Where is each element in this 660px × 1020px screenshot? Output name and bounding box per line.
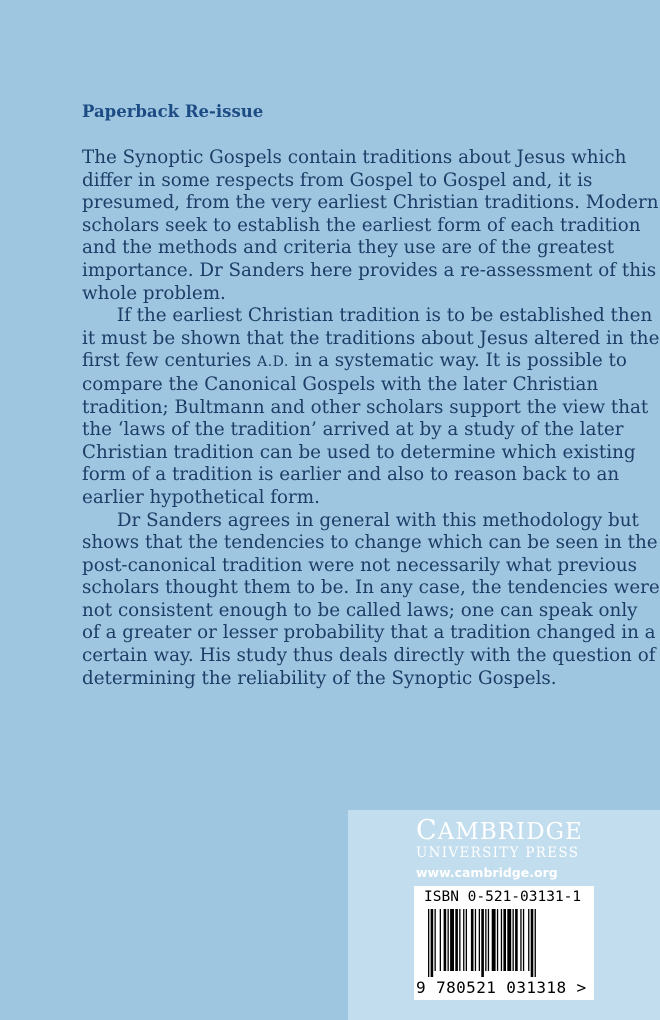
blurb-line: determining the reliability of the Synoptic Gospels.	[82, 667, 557, 689]
publisher-panel	[348, 810, 660, 1020]
barcode-bar	[435, 909, 436, 971]
barcode-bar	[485, 909, 486, 971]
barcode-bar	[448, 909, 449, 971]
publisher-logo	[416, 815, 583, 846]
blurb-line: Dr Sanders agrees in general with this methodology but	[82, 509, 639, 531]
blurb-fragment: Bultmann and other scholars support the view that	[174, 396, 649, 418]
barcode-bar	[513, 909, 514, 971]
blurb-line: scholars seek to establish the earliest form of each tradition	[82, 214, 641, 236]
barcode-bar	[497, 909, 498, 971]
blurb-line: shows that the tendencies to change which can be seen in the	[82, 532, 658, 554]
barcode-bar	[531, 909, 534, 977]
barcode-bar	[479, 909, 480, 971]
blurb-fragment: first few centuries	[82, 350, 252, 372]
blurb-line: importance. Dr Sanders here provides a re-assessment of this	[82, 259, 657, 281]
blurb-line: not consistent enough to be called laws; one can speak only	[82, 599, 638, 621]
blurb-line	[82, 396, 649, 420]
logo-initial: C	[416, 815, 438, 846]
barcode-bar	[431, 909, 434, 977]
blurb-line: it must be shown that the traditions about Jesus altered in the	[82, 327, 660, 349]
blurb-fragment: in a systematic way. It is possible to	[288, 350, 627, 372]
blurb-fragment: tradition;	[82, 396, 175, 418]
blurb-line: earlier hypothetical form.	[82, 486, 320, 508]
barcode-bar	[450, 909, 454, 971]
barcode-bar	[503, 909, 506, 971]
barcode-bar	[459, 909, 460, 971]
blurb-line: scholars thought them to be. In any case, the tendencies were	[82, 577, 660, 599]
blurb-line: Christian tradition can be used to determine which existing	[82, 441, 636, 463]
barcode-bar	[444, 909, 447, 971]
blurb-line: the ‘laws of the tradition’ arrived at by a study of the later	[82, 419, 624, 441]
logo-rest: AMBRIDGE	[437, 819, 583, 845]
blurb-line: The Synoptic Gospels contain traditions about Jesus which	[82, 147, 627, 168]
blurb-text	[82, 147, 660, 690]
blurb-line: whole problem.	[82, 282, 226, 304]
barcode-label	[414, 886, 594, 1000]
blurb-line: post-canonical tradition were not necessarily what previous	[82, 554, 637, 576]
barcode-number: 9 780521 031318 >	[416, 978, 587, 997]
barcode-bar	[492, 909, 496, 971]
era-abbreviation: A.D.	[257, 354, 289, 371]
blurb-line	[82, 350, 627, 374]
barcode-bar	[440, 909, 441, 971]
barcode-icon	[428, 909, 580, 977]
barcode-bar	[515, 909, 518, 971]
blurb-line: and the methods and criteria they use are of the greatest	[82, 237, 615, 259]
blurb-line: differ in some respects from Gospel to Gospel and, it is	[82, 169, 593, 191]
barcode-bar	[488, 909, 489, 971]
barcode-bar	[428, 909, 429, 977]
blurb-line: of a greater or lesser probability that a tradition changed in a	[82, 622, 656, 644]
barcode-bar	[501, 909, 502, 971]
barcode-bar	[535, 909, 536, 977]
barcode-bar	[507, 909, 511, 971]
barcode-bar	[523, 909, 524, 971]
barcode-bar	[471, 909, 474, 971]
barcode-bar	[466, 909, 467, 971]
blurb-line: compare the Canonical Gospels with the later Christian	[82, 373, 599, 395]
section-heading: Paperback Re-issue	[82, 102, 264, 121]
barcode-bar	[475, 909, 476, 971]
barcode-bar	[455, 909, 458, 971]
barcode-bar	[481, 909, 484, 977]
blurb-line: If the earliest Christian tradition is to be established then	[82, 305, 653, 327]
barcode-bar	[463, 909, 464, 971]
blurb-line: presumed, from the very earliest Christian traditions. Modern	[82, 192, 659, 214]
publisher-website: www.cambridge.org	[416, 865, 558, 880]
publisher-subtitle: UNIVERSITY PRESS	[416, 845, 580, 861]
isbn-text: ISBN 0-521-03131-1	[424, 889, 582, 905]
blurb-line: certain way. His study thus deals directly with the question of	[82, 645, 656, 667]
blurb-line: form of a tradition is earlier and also to reason back to an	[82, 464, 620, 486]
barcode-bar	[528, 909, 529, 971]
barcode-bar	[520, 909, 521, 971]
